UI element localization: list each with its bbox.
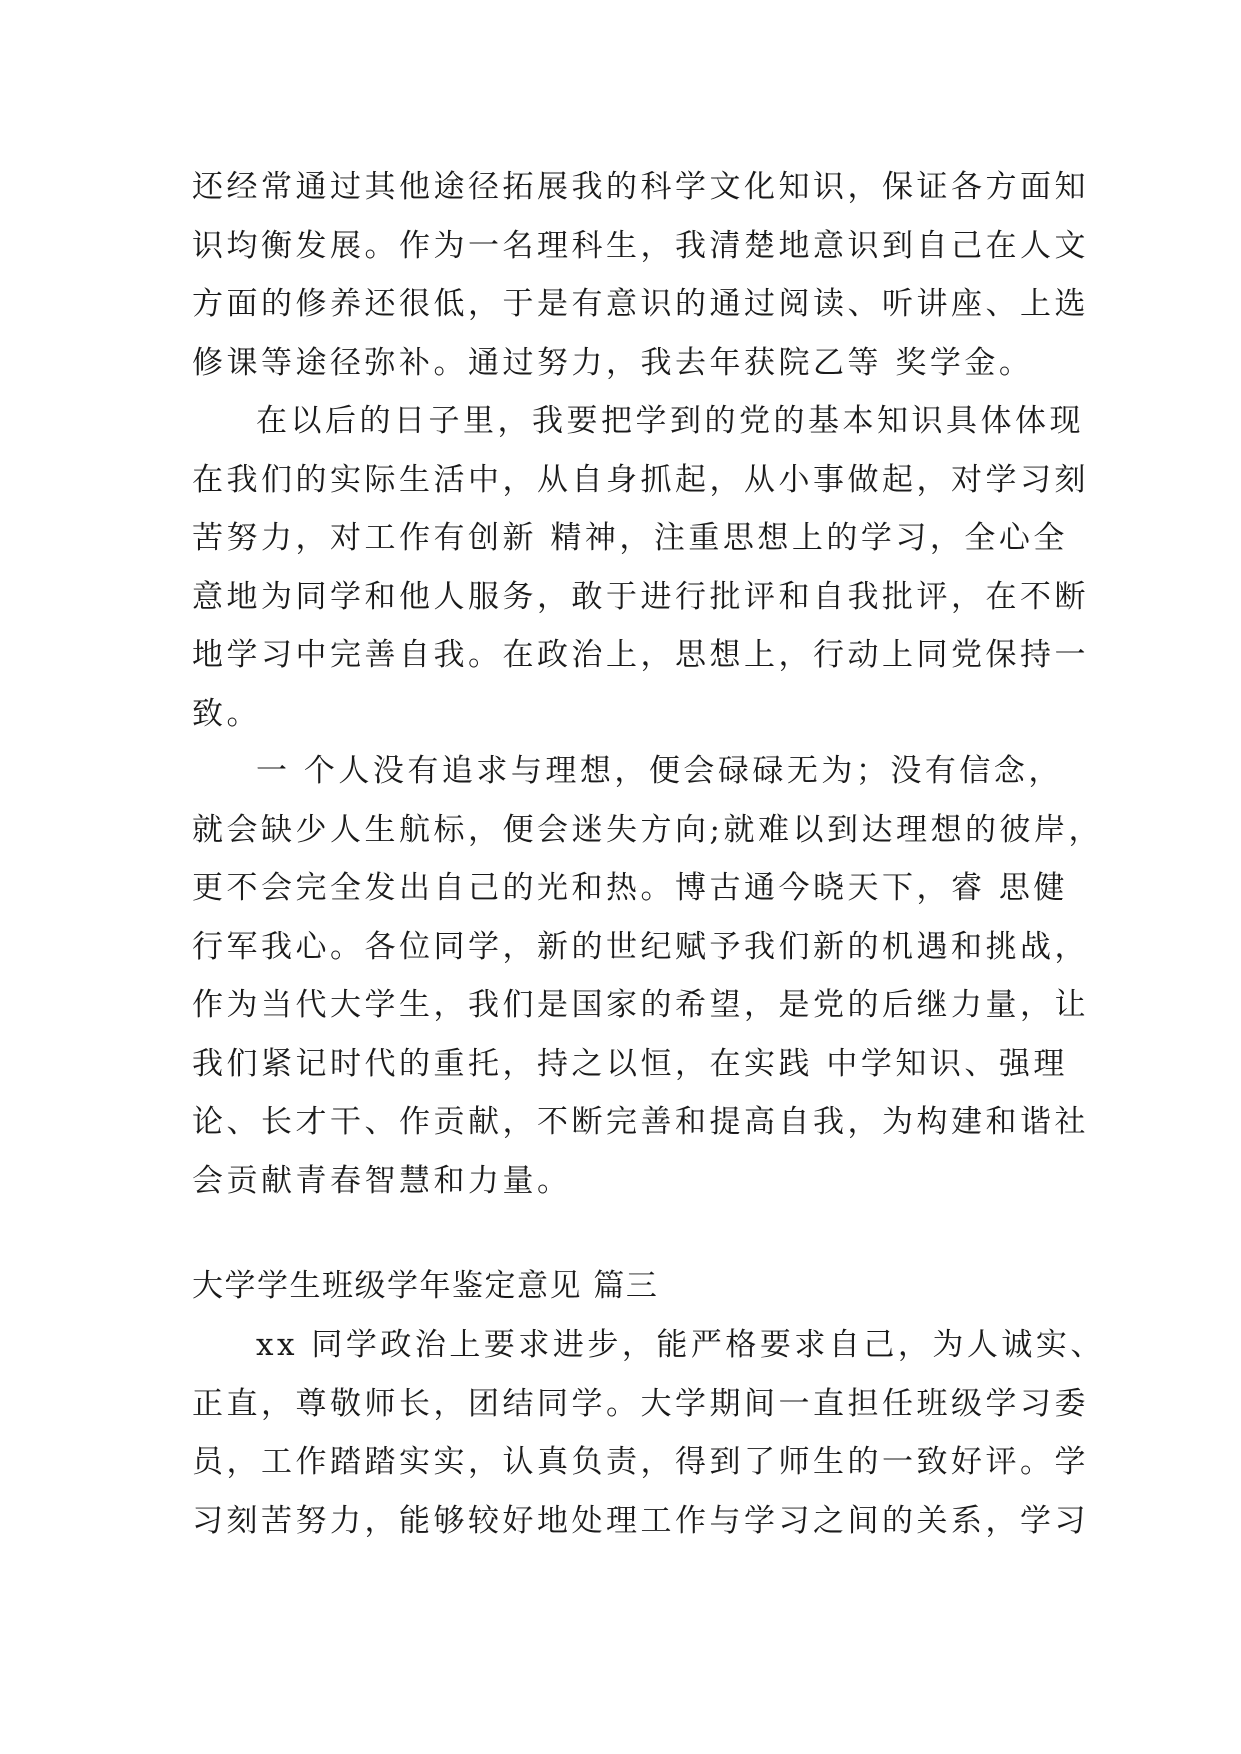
text-line: 行军我心。各位同学，新的世纪赋予我们新的机遇和挑战， — [192, 928, 1089, 965]
text-line: 论、长才干、作贡献，不断完善和提高自我，为构建和谐社 — [192, 1104, 1089, 1140]
text-line: 意地为同学和他人服务，敢于进行批评和自我批评，在不断 — [192, 578, 1089, 615]
text-line: 员，工作踏踏实实，认真负责，得到了师生的一致好评。学 — [192, 1444, 1089, 1480]
text-line: 地学习中完善自我。在政治上，思想上，行动上同党保持一 — [192, 637, 1089, 673]
text-line: 苦努力，对工作有创新 精神，注重思想上的学习，全心全 — [192, 520, 1068, 556]
text-line: 就会缺少人生航标，便会迷失方向;就难以到达理想的彼岸， — [192, 811, 1103, 848]
text-line: 修课等途径弥补。通过努力，我去年获院乙等 奖学金。 — [192, 344, 1034, 381]
section-heading: 大学学生班级学年鉴定意见 篇三 — [192, 1268, 659, 1304]
paragraph-evaluation — [192, 1316, 1105, 1550]
text-line: 作为当代大学生，我们是国家的希望，是党的后继力量，让 — [192, 987, 1089, 1023]
text-line: 还经常通过其他途径拓展我的科学文化知识，保证各方面知 — [192, 169, 1089, 205]
text-line: 在我们的实际生活中，从自身抓起，从小事做起，对学习刻 — [192, 461, 1089, 498]
paragraph-ideals — [192, 742, 1103, 1210]
text-line: 会贡献青春智慧和力量。 — [192, 1162, 572, 1199]
text-line: 习刻苦努力，能够较好地处理工作与学习之间的关系，学习 — [192, 1502, 1089, 1539]
text-line: 方面的修养还很低，于是有意识的通过阅读、听讲座、上选 — [192, 286, 1089, 322]
text-line: 我们紧记时代的重托，持之以恒，在实践 中学知识、强理 — [192, 1045, 1068, 1082]
text-line: 更不会完全发出自己的光和热。博古通今晓天下，睿 思健 — [192, 870, 1068, 906]
text-line: xx 同学政治上要求进步，能严格要求自己，为人诚实、 — [256, 1327, 1105, 1363]
paragraph-future — [192, 392, 1089, 743]
paragraph-knowledge — [192, 158, 1089, 392]
text-line: 正直，尊敬师长，团结同学。大学期间一直担任班级学习委 — [192, 1385, 1089, 1422]
text-line: 一 个人没有追求与理想，便会碌碌无为；没有信念， — [256, 753, 1063, 789]
text-line: 在以后的日子里，我要把学到的党的基本知识具体体现 — [256, 403, 1084, 439]
text-line: 识均衡发展。作为一名理科生，我清楚地意识到自己在人文 — [192, 227, 1089, 264]
text-line: 致。 — [192, 695, 261, 732]
